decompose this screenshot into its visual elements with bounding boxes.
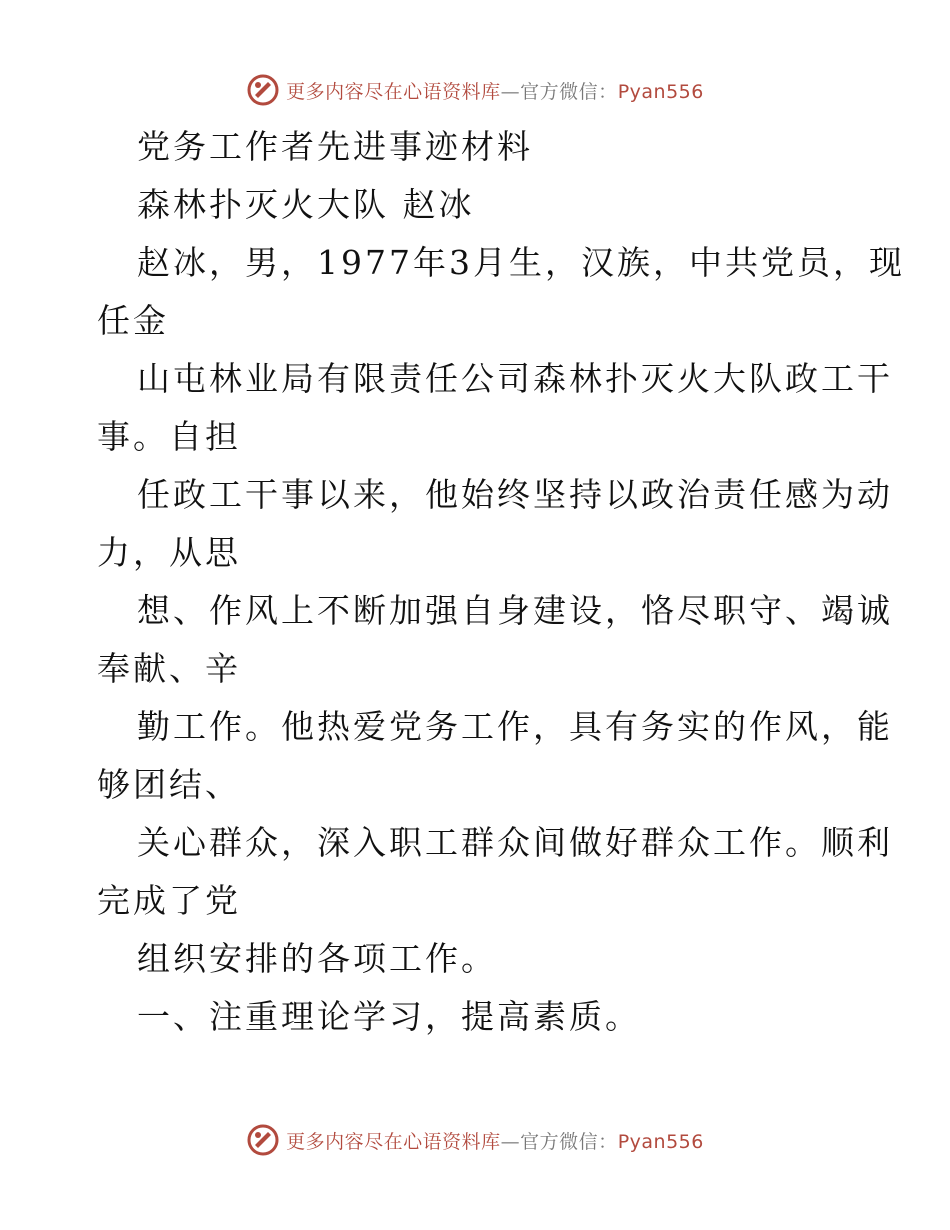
header-watermark <box>0 70 950 110</box>
body-line: 够团结、 <box>97 765 241 804</box>
section-heading: 一、注重理论学习，提高素质。 <box>137 997 641 1036</box>
footer-watermark <box>0 1120 950 1160</box>
watermark-id: Pyan556 <box>617 80 704 103</box>
seal-logo-icon <box>246 1123 280 1157</box>
watermark-label: 官方微信： <box>520 80 618 103</box>
watermark-text <box>286 1127 704 1154</box>
body-line: 奉献、辛 <box>97 649 241 688</box>
document-author: 森林扑灭火大队 赵冰 <box>137 185 475 224</box>
body-line: 想、作风上不断加强自身建设，恪尽职守、竭诚 <box>137 591 893 630</box>
document-title: 党务工作者先进事迹材料 <box>137 127 533 166</box>
body-line: 赵冰，男，1977年3月生，汉族，中共党员，现 <box>137 243 905 282</box>
body-line: 组织安排的各项工作。 <box>137 939 497 978</box>
body-line: 勤工作。他热爱党务工作，具有务实的作风，能 <box>137 707 893 746</box>
body-line: 任政工干事以来，他始终坚持以政治责任感为动 <box>137 475 893 514</box>
body-line: 关心群众，深入职工群众间做好群众工作。顺利 <box>137 823 893 862</box>
watermark-separator: — <box>500 1130 521 1153</box>
watermark-text <box>286 77 704 104</box>
watermark-main: 更多内容尽在心语资料库 <box>286 80 501 103</box>
seal-logo-icon <box>246 73 280 107</box>
body-line: 力，从思 <box>97 533 241 572</box>
watermark-main: 更多内容尽在心语资料库 <box>286 1130 501 1153</box>
body-line: 山屯林业局有限责任公司森林扑灭火大队政工干 <box>137 359 893 398</box>
watermark-separator: — <box>500 80 521 103</box>
body-line: 任金 <box>97 301 169 340</box>
watermark-label: 官方微信： <box>520 1130 618 1153</box>
body-line: 完成了党 <box>97 881 241 920</box>
document-body <box>97 118 905 1046</box>
body-line: 事。自担 <box>97 417 241 456</box>
watermark-id: Pyan556 <box>617 1130 704 1153</box>
